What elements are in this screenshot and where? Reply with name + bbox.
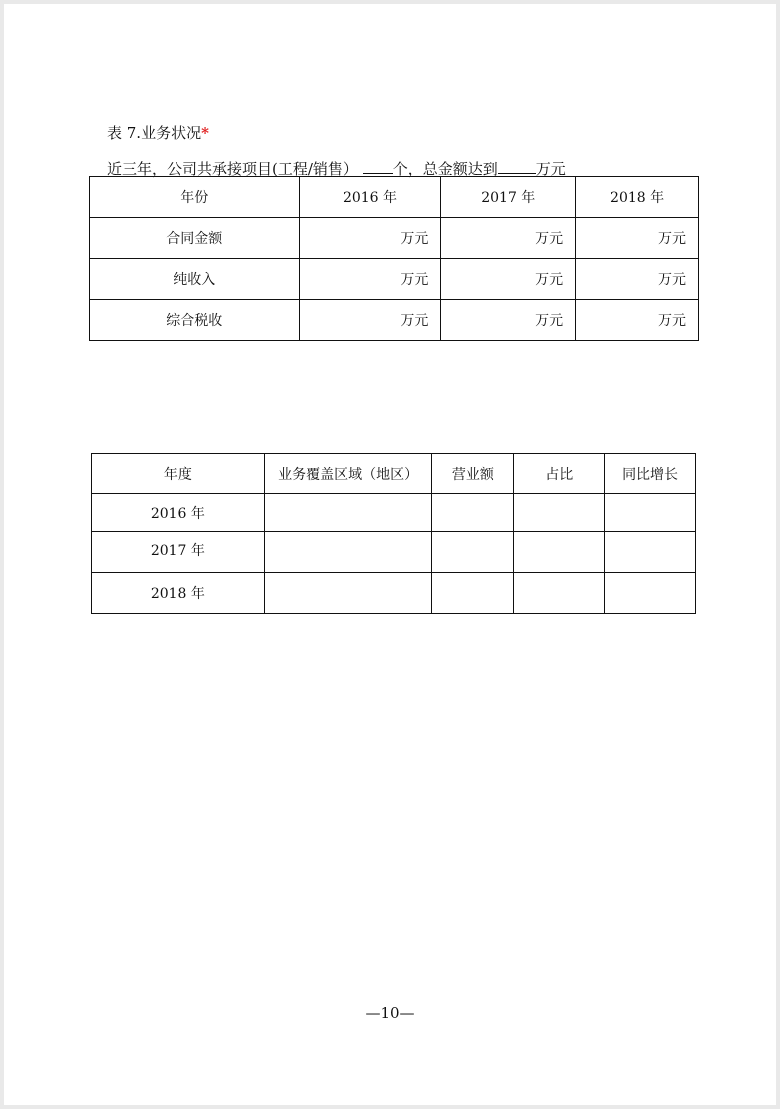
input-cell[interactable]: 万元: [441, 300, 576, 341]
table-row: [90, 259, 699, 300]
header-cell-revenue: 营业额: [432, 454, 514, 494]
total-amount-blank[interactable]: [498, 159, 536, 174]
input-cell[interactable]: [605, 532, 696, 573]
input-cell[interactable]: 万元: [299, 259, 441, 300]
header-cell-share: 占比: [514, 454, 605, 494]
input-cell[interactable]: 万元: [576, 218, 699, 259]
input-cell[interactable]: [264, 494, 432, 532]
table-header-row: [92, 454, 696, 494]
row-year: 2018 年: [92, 573, 265, 614]
row-label-total-tax: 综合税收: [90, 300, 300, 341]
input-cell[interactable]: [514, 532, 605, 573]
summary-text-3: 万元: [535, 160, 566, 178]
input-cell[interactable]: 万元: [299, 218, 441, 259]
business-summary-table: [89, 176, 699, 341]
input-cell[interactable]: [432, 494, 514, 532]
header-cell-yoy-growth: 同比增长: [605, 454, 696, 494]
input-cell[interactable]: [432, 532, 514, 573]
table-row: [90, 300, 699, 341]
document-page: [4, 4, 776, 1105]
table-row: [92, 532, 696, 573]
header-cell-year: 年度: [92, 454, 265, 494]
input-cell[interactable]: [264, 573, 432, 614]
input-cell[interactable]: [432, 573, 514, 614]
header-cell-2018: 2018 年: [576, 177, 699, 218]
header-cell-year: 年份: [90, 177, 300, 218]
header-cell-2017: 2017 年: [441, 177, 576, 218]
header-cell-coverage-region: 业务覆盖区域（地区）: [264, 454, 432, 494]
section-title-text: 表 7.业务状况: [107, 124, 202, 142]
input-cell[interactable]: 万元: [441, 259, 576, 300]
row-year: 2016 年: [92, 494, 265, 532]
input-cell[interactable]: 万元: [441, 218, 576, 259]
input-cell[interactable]: 万元: [576, 300, 699, 341]
input-cell[interactable]: [514, 573, 605, 614]
input-cell[interactable]: [514, 494, 605, 532]
row-year: 2017 年: [92, 532, 265, 573]
summary-text-1: 近三年，公司共承接项目(工程/销售）: [107, 160, 358, 178]
required-mark: *: [201, 124, 209, 142]
table-header-row: [90, 177, 699, 218]
summary-text-2: 个，总金额达到: [392, 160, 498, 178]
section-title: [107, 122, 209, 144]
row-label-contract-amount: 合同金额: [90, 218, 300, 259]
business-coverage-table: [91, 453, 696, 614]
page-number: —10—: [365, 1004, 415, 1022]
input-cell[interactable]: [605, 573, 696, 614]
header-cell-2016: 2016 年: [299, 177, 441, 218]
input-cell[interactable]: 万元: [299, 300, 441, 341]
input-cell[interactable]: [264, 532, 432, 573]
table-row: [92, 573, 696, 614]
table-row: [92, 494, 696, 532]
input-cell[interactable]: 万元: [576, 259, 699, 300]
project-count-blank[interactable]: [363, 159, 393, 174]
row-label-net-income: 纯收入: [90, 259, 300, 300]
input-cell[interactable]: [605, 494, 696, 532]
table-row: [90, 218, 699, 259]
